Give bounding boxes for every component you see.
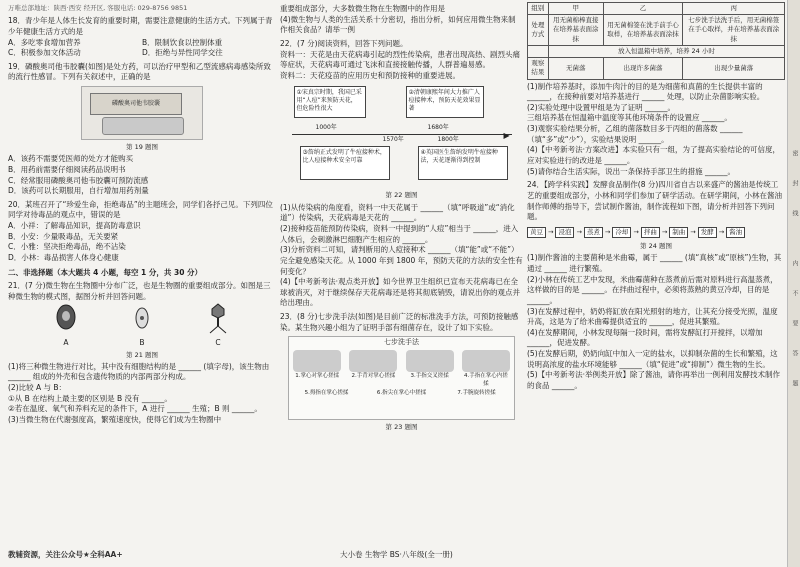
step-2: 2.手背对掌心搓揉 [349, 350, 397, 389]
q20-option-a: A．小祥：了解毒品知识，提高防毒意识 [8, 221, 141, 231]
q21-part-3: (3)当微生物在代谢强度高，繁殖速度快，使得它们成为生物圈中 [8, 415, 222, 425]
virus-phage-icon [203, 302, 233, 334]
flow-step: 制曲 [669, 227, 688, 238]
question-21: 21．(7 分)微生物在生物圈中分布广泛，也是生物圈的重要组成部分。如图是三种微生物的模式图，据图分析并回答问题。 [8, 281, 271, 301]
q23-part-5: (4)【中考新考法·方案改进】本实验只有一组，为了提高实验结论的可信度，应对实验进行的改进是 ______。 [527, 145, 781, 166]
arrow-right-icon: → [718, 227, 725, 236]
question-19: 19．磷酸奥司他韦胶囊(如图)是处方药，可以治疗甲型和乙型流感病毒感染所致的流行性感冒。下列有关叙述中，正确的是 [8, 61, 271, 82]
table-cell: 放入恒温箱中培养，培养 24 小时 [548, 45, 784, 57]
question-23: 23．(8 分)七步洗手法(如图)是目前广泛的标准洗手方法，可预防接触感染。某生物兴趣小组为了证明手部有细菌存在，设计了如下实验。 [280, 312, 519, 332]
table-row-label: 观察结果 [528, 58, 549, 79]
microbe-b [127, 302, 157, 348]
hands-icon [406, 350, 454, 372]
handwashing-row-1 [289, 350, 514, 389]
spine-char: 线 [791, 210, 798, 216]
flow-step: 酱油 [726, 227, 745, 238]
q24-part-5: (5)在发酵后期，奶奶向缸中加入一定的盐水，以抑制杂菌的生长和繁殖，这说明高浓度的盐水环境能够 ______（填“促进”或“抑制”）微生物的生长。 [527, 349, 778, 369]
timeline-event-1: ①宋真宗时期，我国已采用“人痘”来预防天花，但危险性很大 [294, 86, 366, 118]
question-24: 24．【跨学科实践】发酵食品制作(8 分)四川省自古以来盛产的酱油是传统工艺的重要组成部分，小林和同学们参加了研学活动。在研学期间，小林在酱油制作师傅的指导下，尝试制作酱油，制作流程如下图，请分析并回答下列问题。 [527, 180, 782, 222]
microbe-a-label: A [63, 337, 69, 347]
step-6: 6.指尖在掌心中搓揉 [376, 389, 427, 396]
q22-part-1: (1)从传染病的角度看，资料一中天花属于 ______（填“呼吸道”或“消化道”）传染病，天花病毒是天花的 ______。 [280, 202, 515, 223]
figure-24-flowchart [527, 227, 785, 238]
table-cell: 出现许多菌落 [603, 58, 683, 79]
q22-part-4: (4)【中考新考法·观点类开放】如今世界卫生组织已宣布天花病毒已在全球被消灭，对于继续保存天花病毒还是将其彻底销毁，请说出你的观点并给出理由。 [280, 277, 520, 308]
step-1: 1.掌心对掌心搓揉 [293, 350, 341, 389]
column-left [8, 0, 276, 567]
microbe-c-label: C [215, 337, 221, 347]
question-18: 18．青少年是人体生长发育的重要时期，需要注意健康的生活方式。下列属于青少年健康生活方式的是 [8, 16, 273, 36]
q24-part-6: (5)【中考新考法·举例类开放】除了酱油，请你再举出一例利用发酵技术制作的食品 ______。 [527, 370, 781, 390]
microbe-a [51, 302, 81, 348]
hands-icon [462, 350, 510, 372]
table-row [528, 45, 785, 57]
timeline-event-2: ②清朝康熙年间大力推广人痘接种术，预防天花效果显著 [406, 86, 484, 118]
figure-21-caption: 第 21 题图 [126, 350, 158, 359]
blister-pack [102, 117, 184, 135]
footer-book-title: 大小卷 生物学 BS·八年级(全一册) [340, 550, 453, 560]
q18-option-b: B．限制饮食以控制体重 [142, 37, 223, 47]
q24-part-4: (4)在发酵期间，小林发现每隔一段时间，需将发酵缸打开搅拌，以增加 ______，促进发酵。 [527, 327, 763, 348]
figure-19-medicine-box [81, 86, 203, 140]
table-header-cell: 甲 [548, 3, 603, 15]
flow-step: 发酵 [698, 227, 717, 238]
question-20: 20．某班召开了“珍爱生命，拒绝毒品”的主题班会，同学们各抒己见。下列四位同学对待毒品的观点中，错误的是 [8, 199, 273, 220]
page-header: 万唯总部地址：陕西·西安 经开区, 客服电话: 029-8756 9851 [8, 4, 188, 12]
spine-char: 题 [791, 380, 798, 386]
figure-19-caption: 第 19 题图 [126, 143, 158, 152]
q23-part-6: (5)请你结合生活实际，说出一条保持手部卫生的措施 ______。 [527, 166, 736, 176]
q22-part-3: (3)分析资料二可知，请判断用的人痘接种术 ______（填“能”或“不能”）完全避免感染天花。从 1000 年到 1800 年，预防天花的方法的安全性有何变化？ [280, 245, 523, 276]
q21-part-2: (2)比较 A 与 B： [8, 383, 67, 393]
q19-option-b: B．用药前需要仔细阅读药品说明书 [8, 164, 126, 174]
q21-part-2a: ①从 B 在结构上最主要的区别是 B 没有 ______。 [8, 393, 172, 403]
step-7: 7.手腕旋转搓揉 [457, 389, 496, 396]
q24-part-3: (3)在发酵过程中，奶奶将缸放在阳光照射的地方，让其充分接受光照，温度升高，这是为了给米曲霉提供适宜的 ______，促进其繁殖。 [527, 306, 778, 327]
figure-23-caption: 第 23 题图 [385, 423, 418, 432]
table-cell: 用无菌棉棒直接在培养基表面涂抹 [548, 15, 603, 46]
q23-part-3: 三组培养基在恒温箱中温度等其他环境条件的设置应 ______。 [527, 113, 732, 123]
table-cell: 无菌落 [548, 58, 603, 79]
q23-part-1: (1)制作培养基时，添加牛肉汁的目的是为细菌和真菌的生长提供丰富的 ______，在接种前要对培养基进行 ______ 处理，以防止杂菌影响实验。 [527, 81, 765, 102]
table-header-cell: 组别 [528, 3, 549, 15]
timeline-year-3: 1680年 [427, 124, 449, 132]
q22-material-2: 资料二：天花疫苗的应用历史和预防接种的重要进展。 [280, 70, 460, 80]
arrow-right-icon: → [576, 227, 582, 236]
section-2-heading: 二、非选择题（本大题共 4 小题，每空 1 分，共 30 分） [8, 267, 203, 277]
figure-22-timeline [288, 84, 516, 188]
q19-option-d: D．该药可以长期服用，自行增加用药剂量 [8, 186, 149, 196]
q21-part-4: (4)微生物与人类的生活关系十分密切，指出分析，如何应用微生物来制作相关食品？请举一例 [280, 14, 516, 35]
experiment-table [527, 2, 785, 80]
spine-char: 封 [791, 180, 798, 186]
q23-part-2: (2)实验处理中设置甲组是为了证明 ______。 [527, 102, 676, 112]
spine-char: 密 [791, 150, 798, 156]
figure-23-handwashing [288, 336, 515, 420]
handwashing-title: 七步洗手法 [384, 338, 419, 347]
question-22: 22．(7 分)阅读资料，回答下列问题。 [280, 38, 408, 48]
figure-22-caption: 第 22 题图 [385, 191, 418, 200]
table-cell: 用无菌棉签在洗手前手心取样，在培养基表面涂抹 [603, 15, 683, 46]
microbe-c [203, 302, 233, 348]
q18-option-a: A．多吃零食增加营养 [8, 37, 81, 47]
table-row-label [528, 45, 549, 57]
timeline-event-4: ④英国医生詹纳发明牛痘接种法，天花逐渐得到控制 [418, 146, 508, 180]
arrow-right-icon: → [548, 227, 554, 236]
q20-option-d: D．小林：毒品损害人体身心健康 [8, 253, 119, 263]
column-middle [280, 0, 523, 567]
yeast-cell-icon [51, 302, 81, 334]
arrow-right-icon: → [661, 227, 668, 236]
q22-material-1: 资料一：天花是由天花病毒引起的烈性传染病，患者出现高热、剧烈头痛等症状，天花病毒可通过飞沫和直接接触传播，人群普遍易感。 [280, 49, 520, 70]
microbe-b-label: B [139, 337, 145, 347]
spine-char: 要 [791, 320, 798, 326]
q24-part-2: (2)小林在传统工艺中发现，米曲霉菌种在蒸煮前后需对原料进行高温蒸煮，这样做的目的是 ______。在拌曲过程中，必须将蒸熟的黄豆冷却，目的是 ______。 [527, 274, 778, 305]
arrow-right-icon: → [604, 227, 611, 236]
binding-spine [787, 0, 800, 567]
bacterium-icon [127, 302, 157, 334]
medicine-box-label: 磷酸奥司他韦胶囊 [90, 93, 182, 115]
table-header-cell: 丙 [683, 3, 785, 15]
table-cell: 七步洗手法洗手后，用无菌棉签在手心取样，并在培养基表面涂抹 [683, 15, 785, 46]
table-row [528, 58, 785, 79]
table-row-label: 处理方式 [528, 15, 549, 46]
figure-24-caption: 第 24 题图 [640, 242, 672, 251]
flow-step: 浸泡 [555, 227, 574, 238]
step-3: 3.手指交叉搓揉 [406, 350, 454, 389]
flow-step: 蒸煮 [584, 227, 603, 238]
q20-option-b: B．小安：少量吸毒品，无关要紧 [8, 231, 119, 241]
arrow-right-icon: → [633, 227, 639, 236]
step-5: 5.拇指在掌心搓揉 [304, 389, 349, 396]
q18-option-c: C．积极参加文体活动 [8, 48, 81, 58]
flow-step: 拌曲 [641, 227, 660, 238]
footer-watermark: 教辅资源，关注公众号★全科AA+ [8, 550, 123, 560]
table-cell: 出现少量菌落 [683, 58, 785, 79]
q24-part-1: (1)制作酱油的主要菌种是米曲霉，属于 ______ (填“真核”或“原核”)生物，其通过 ______ 进行繁殖。 [527, 253, 782, 273]
timeline-year-1: 1000年 [315, 124, 337, 132]
q21-continued: 重要组成部分，大多数微生物在生物圈中的作用是 [280, 4, 445, 13]
timeline-event-3: ③詹纳正式发明了牛痘接种术，比人痘接种术安全可靠 [300, 146, 390, 180]
q21-part-2b: ②若在温度、氧气和养料充足的条件下，A 进行 ______ 生殖；B 则 ______。 [8, 404, 262, 414]
table-header-cell: 乙 [603, 3, 683, 15]
arrow-right-icon: → [690, 227, 696, 236]
spine-char: 内 [791, 260, 798, 266]
timeline-year-2: 1570年 [382, 136, 404, 144]
hands-icon [349, 350, 397, 372]
q18-option-d: D．拒绝与异性同学交往 [142, 48, 223, 58]
figure-21-microbes [28, 305, 256, 349]
spine-char: 答 [791, 350, 798, 356]
hands-icon [293, 350, 341, 372]
flow-step: 冷却 [612, 227, 631, 238]
q19-option-a: A．该药不需要凭医师的处方才能购买 [8, 154, 134, 164]
q21-part-1: (1)将三种微生物进行对比，其中没有细胞结构的是 ______ (填字母)，该生物由 ______ 组成的外壳和包含遗传物质的内部两部分构成。 [8, 361, 270, 382]
flow-step: 黄豆 [527, 227, 546, 238]
spine-char: 不 [791, 290, 798, 296]
timeline-arrow-icon: ▶ [503, 131, 510, 141]
column-right [527, 0, 785, 567]
table-row [528, 15, 785, 46]
step-4: 4.手指在掌心内搓揉 [462, 350, 510, 389]
table-header-row [528, 3, 785, 15]
q23-part-4: (3)观察实验结果分析，乙组的菌落数目多于丙组的菌落数 ______（填“多”或“少”），实验结果说明 ______。 [527, 124, 743, 144]
q20-option-c: C．小雅：坚决拒绝毒品，绝不沾染 [8, 242, 126, 252]
q22-part-2: (2)接种疫苗能预防传染病，资料一中提到的“人痘”相当于 ______，进入人体后，会刺激淋巴细胞产生相应的 ______。 [280, 223, 519, 244]
q19-option-c: C．经常服用磷酸奥司他韦胶囊可预防流感 [8, 175, 149, 185]
timeline-year-4: 1800年 [437, 136, 459, 144]
handwashing-row-2 [289, 390, 514, 398]
